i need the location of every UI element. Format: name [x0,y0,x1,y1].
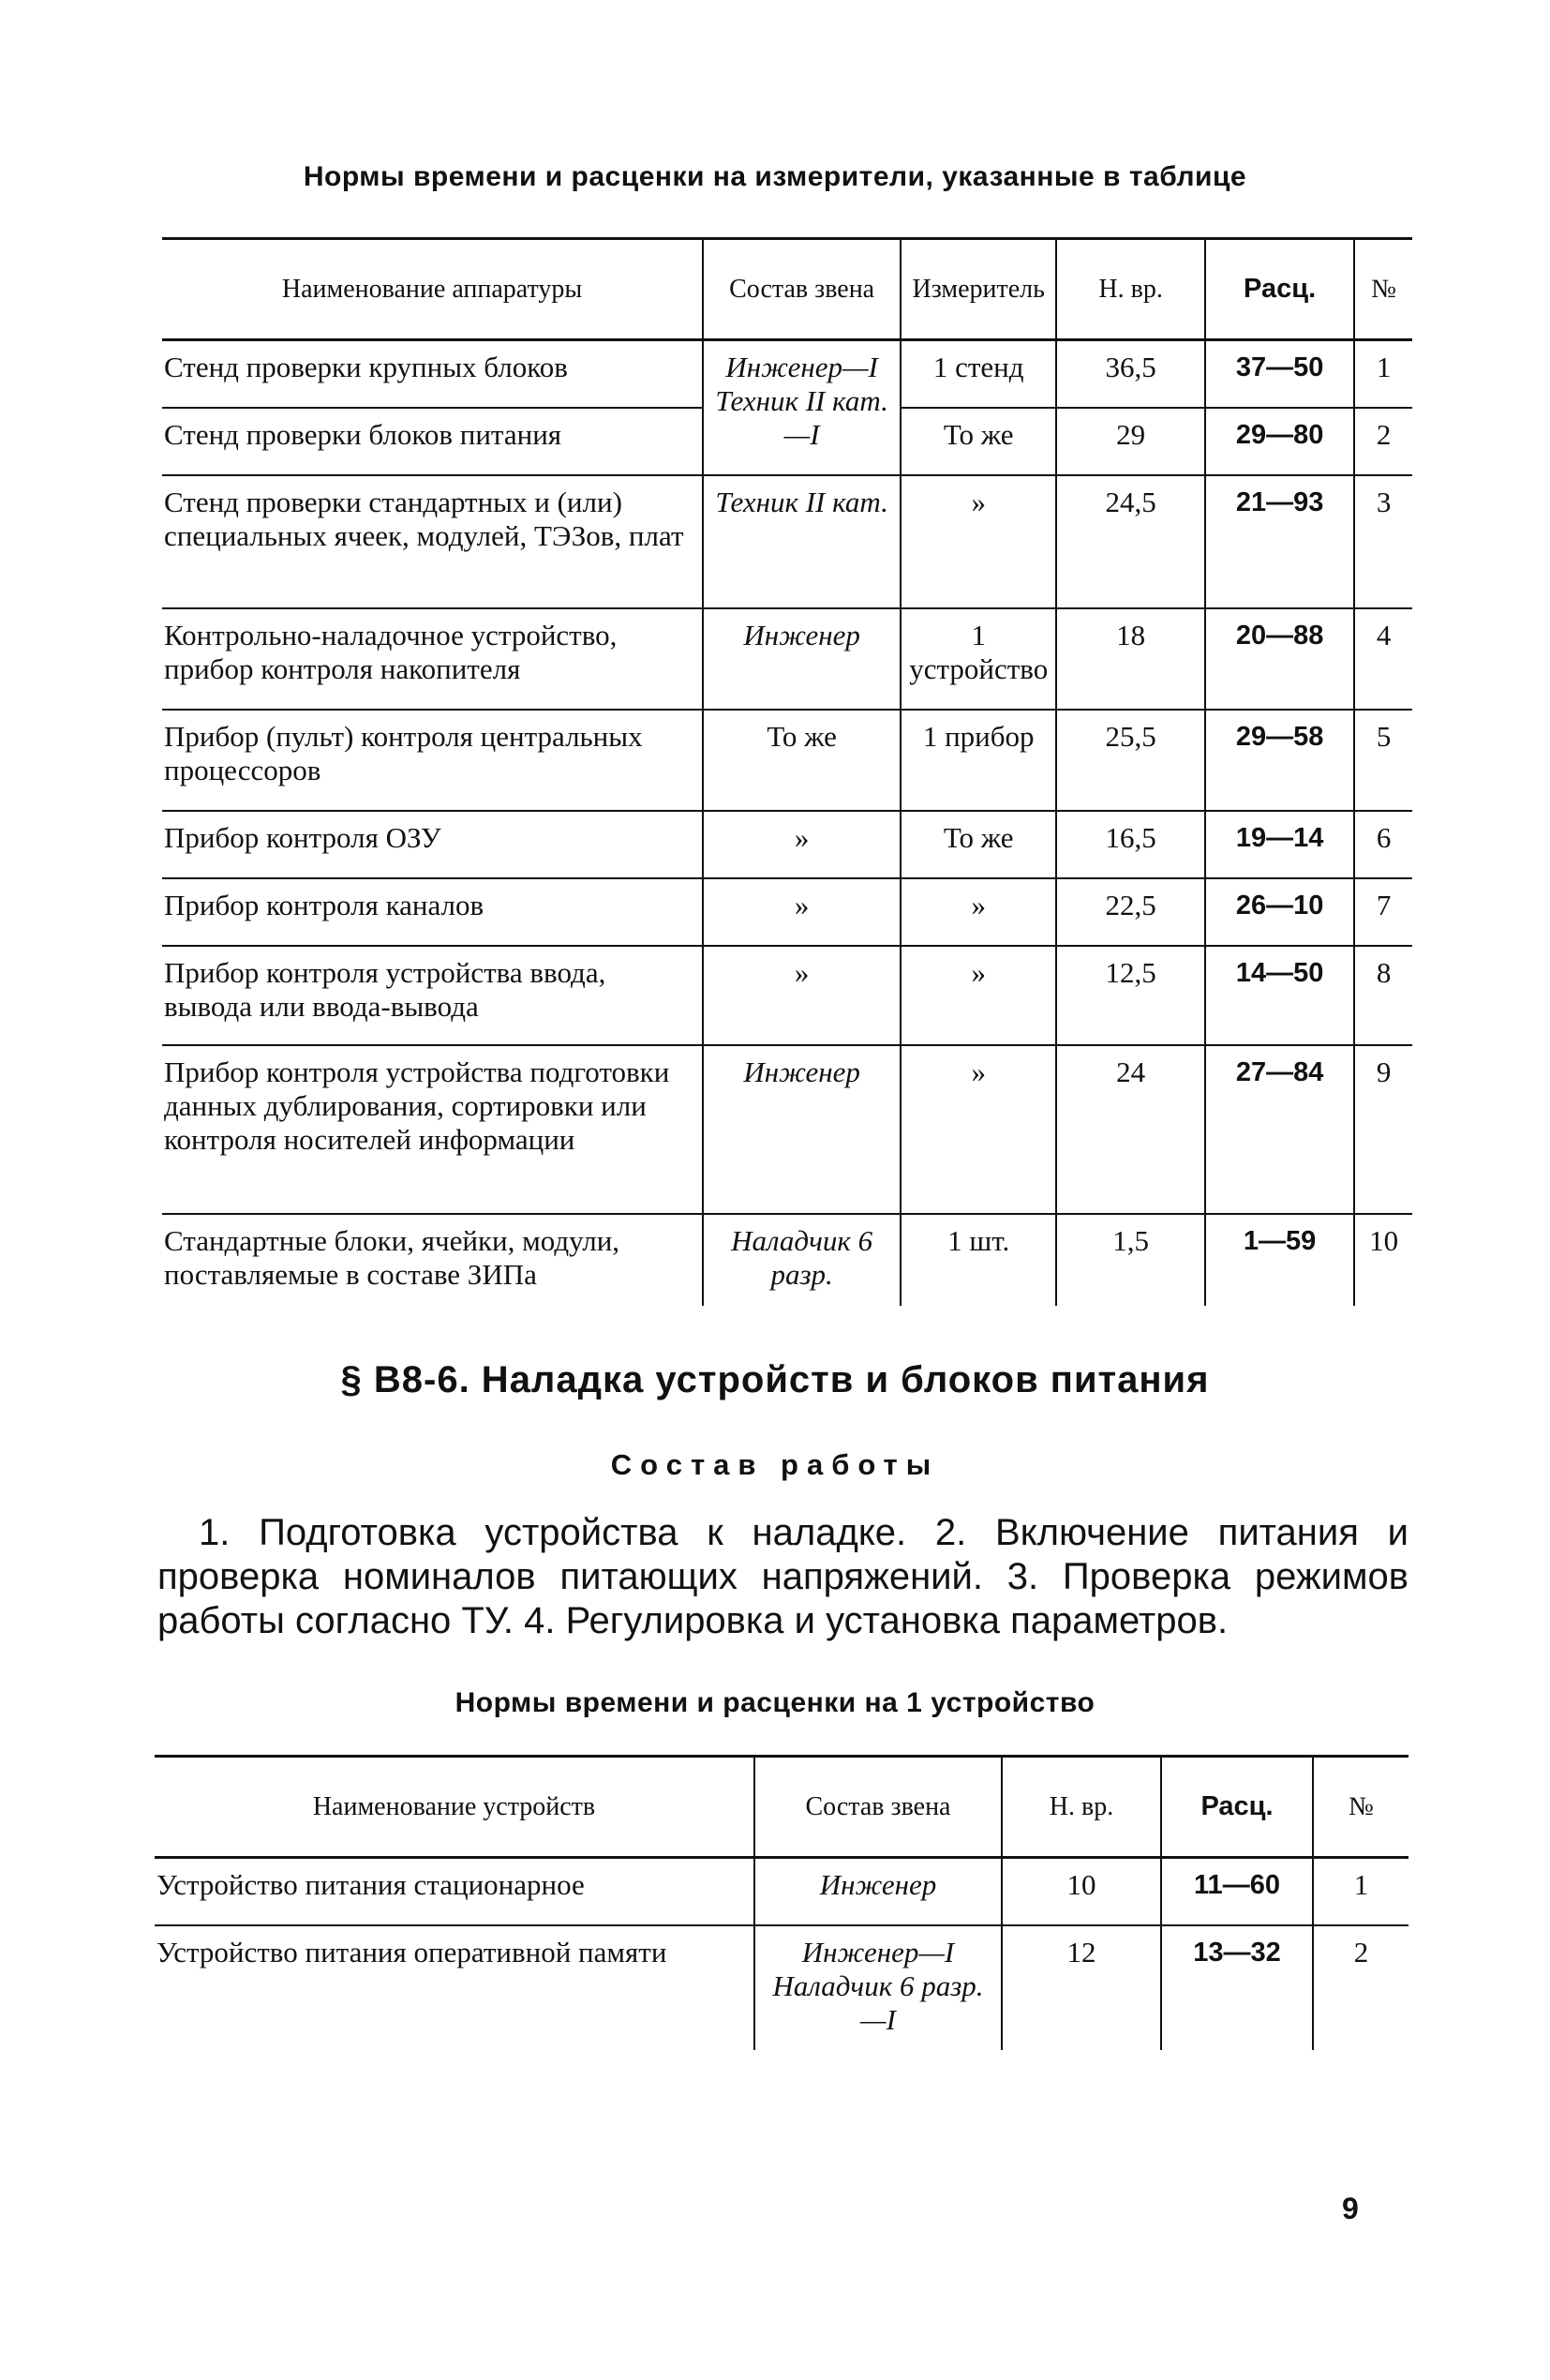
row-crew: Инженер [703,608,901,710]
row-price: 13—32 [1161,1925,1313,2050]
row-price: 27—84 [1205,1045,1354,1214]
row-price: 11—60 [1161,1858,1313,1925]
table-row [162,1214,1412,1306]
row-time: 18 [1056,608,1205,710]
row-name: Прибор контроля устройства ввода, вывода или ввода-вывода [162,946,703,1045]
row-name: Устройство питания оперативной памяти [156,1935,667,1968]
row-num: 1 [1354,340,1412,408]
row-price: 14—50 [1205,946,1354,1045]
row-price: 29—80 [1205,408,1354,475]
device-norms-table [155,1755,1408,2050]
row-time: 29 [1056,408,1205,475]
row-price: 37—50 [1205,340,1354,408]
table-row [162,878,1412,946]
row-num: 5 [1354,710,1412,811]
header-time: Н. вр. [1002,1757,1161,1858]
row-time: 24 [1056,1045,1205,1214]
header-crew: Состав звена [703,239,901,340]
section-title: § В8-6. Наладка устройств и блоков питания [340,1359,1210,1400]
row-name: Прибор (пульт) контроля центральных процессоров [162,710,703,811]
row-unit: То же [901,408,1056,475]
row-time: 36,5 [1056,340,1205,408]
row-price: 29—58 [1205,710,1354,811]
row-num: 9 [1354,1045,1412,1214]
table-row [155,1925,1408,2050]
row-crew: Техник II кат. [703,475,901,608]
row-unit: » [901,1045,1056,1214]
header-time: Н. вр. [1056,239,1205,340]
row-time: 12 [1002,1925,1161,2050]
row-num: 1 [1313,1858,1408,1925]
row-num: 7 [1354,878,1412,946]
row-time: 25,5 [1056,710,1205,811]
row-num: 4 [1354,608,1412,710]
row-price: 21—93 [1205,475,1354,608]
row-price: 20—88 [1205,608,1354,710]
row-price: 26—10 [1205,878,1354,946]
row-name: Прибор контроля ОЗУ [162,811,703,878]
row-crew: Инженер [703,1045,901,1214]
row-num: 10 [1354,1214,1412,1306]
row-time: 16,5 [1056,811,1205,878]
row-crew: Инженер [754,1858,1002,1925]
row-num: 2 [1313,1925,1408,2050]
row-name: Стандартные блоки, ячейки, модули, поставляемые в составе ЗИПа [164,1223,620,1291]
row-time: 1,5 [1056,1214,1205,1306]
row-price: 1—59 [1205,1214,1354,1306]
row-name: Прибор контроля устройства подготовки данных дублирования, сортировки или контроля носителей информации [162,1045,703,1214]
row-crew: » [703,811,901,878]
row-name: Прибор контроля каналов [162,878,703,946]
row-name: Стенд проверки стандартных и (или) специальных ячеек, модулей, ТЭЗов, плат [162,475,703,608]
row-unit: 1 устройство [901,608,1056,710]
row-time: 24,5 [1056,475,1205,608]
header-name: Наименование аппаратуры [162,239,703,340]
row-time: 12,5 [1056,946,1205,1045]
row-name: Стенд проверки блоков питания [162,408,703,475]
row-num: 8 [1354,946,1412,1045]
section-subtitle: Состав работы [610,1448,940,1481]
row-unit: 1 прибор [901,710,1056,811]
header-price: Расц. [1205,239,1354,340]
row-crew: То же [703,710,901,811]
table-row [162,710,1412,811]
header-unit: Измеритель [901,239,1056,340]
table1-caption: Нормы времени и расценки на измерители, указанные в таблице [303,161,1247,192]
header-crew: Состав звена [754,1757,1002,1858]
header-num: № [1313,1757,1408,1858]
table-row [162,946,1412,1045]
norms-table [162,237,1412,1306]
table-row [162,608,1412,710]
page-number: 9 [1342,2192,1359,2225]
row-unit: » [901,475,1056,608]
table-row [162,811,1412,878]
row-unit: 1 шт. [901,1214,1056,1306]
header-price: Расц. [1161,1757,1313,1858]
row-price: 19—14 [1205,811,1354,878]
row-num: 3 [1354,475,1412,608]
row-unit: » [901,946,1056,1045]
row-num: 2 [1354,408,1412,475]
row-name: Устройство питания стационарное [155,1858,754,1925]
table-row [155,1858,1408,1925]
work-description: 1. Подготовка устройства к наладке. 2. Включение питания и проверка номиналов питающих напряжений. 3. Проверка режимов работы согласно ТУ. 4. Регулировка и установка параметров. [157,1512,1408,1641]
table-row [162,340,1412,408]
row-unit: То же [901,811,1056,878]
row-time: 10 [1002,1858,1161,1925]
row-crew: Инженер—I Наладчик 6 разр.—I [754,1925,1002,2050]
row-crew: Инженер—I Техник II кат.—I [703,340,901,475]
table-row [162,475,1412,608]
table2-caption: Нормы времени и расценки на 1 устройство [455,1687,1095,1718]
row-name: Контрольно-наладочное устройство, прибор контроля накопителя [162,608,703,710]
row-num: 6 [1354,811,1412,878]
header-num: № [1354,239,1412,340]
table-row [162,1045,1412,1214]
row-time: 22,5 [1056,878,1205,946]
row-unit: 1 стенд [901,340,1056,408]
row-crew: » [703,946,901,1045]
row-crew: Наладчик 6 разр. [703,1214,901,1306]
row-name: Стенд проверки крупных блоков [162,340,703,408]
row-crew: » [703,878,901,946]
header-name: Наименование устройств [155,1757,754,1858]
row-unit: » [901,878,1056,946]
